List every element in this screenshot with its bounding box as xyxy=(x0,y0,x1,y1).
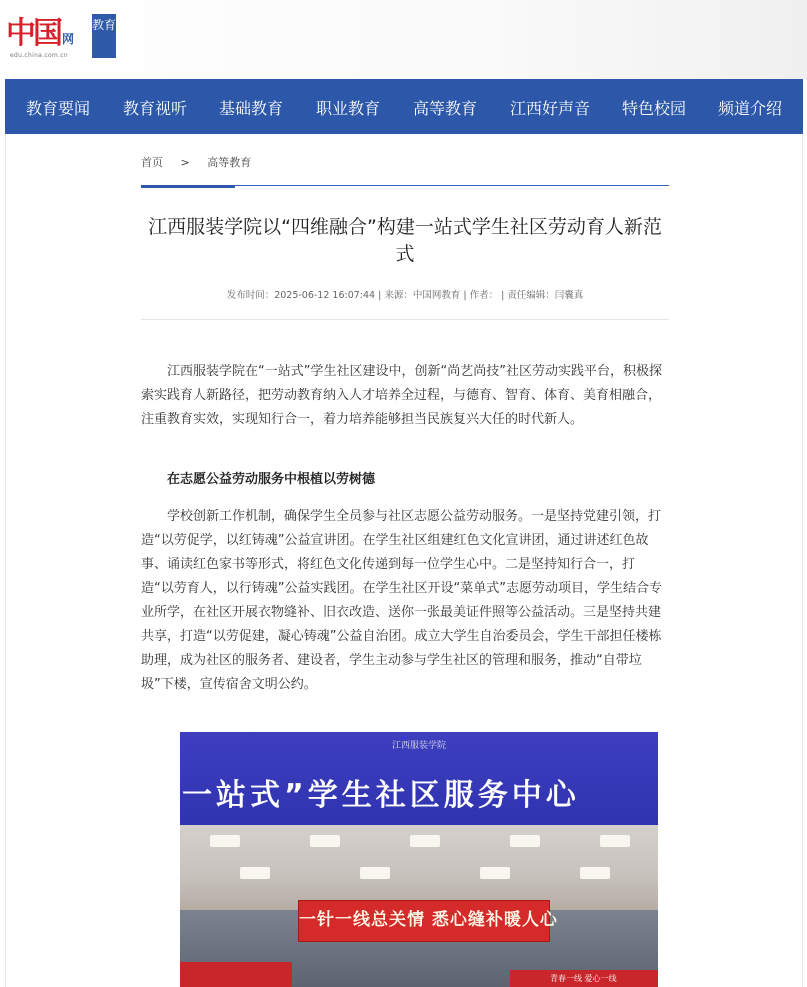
ceiling-light xyxy=(480,867,510,879)
breadcrumb-separator: > xyxy=(180,156,190,169)
breadcrumb-divider-accent xyxy=(141,185,235,188)
article-paragraph-1: 江西服装学院在“一站式”学生社区建设中，创新“尚艺尚技”社区劳动实践平台，积极探索实践育人新路径，把劳动教育纳入人才培养全过程，与德育、智育、体育、美育相融合，注重教育实效，实现知行合一，着力培养能够担当民族复兴大任的时代新人。 xyxy=(141,364,662,427)
main-nav xyxy=(5,79,803,134)
photo-right-board xyxy=(510,970,658,987)
photo-ceiling xyxy=(180,825,658,910)
nav-item-jiangxi-voice[interactable]: 江西好声音 xyxy=(510,99,591,118)
breadcrumb-current[interactable]: 高等教育 xyxy=(207,156,252,169)
meta-divider xyxy=(141,319,669,320)
photo-sign-board xyxy=(180,732,658,825)
nav-item-news[interactable]: 教育要闻 xyxy=(26,99,91,118)
article-paragraph-2: 学校创新工作机制，确保学生全员参与社区志愿公益劳动服务。一是坚持党建引领，打造“以劳促学，以红铸魂”公益宣讲团。在学生社区组建红色文化宣讲团，通过讲述红色故事、诵读红色家书等形式，将红色文化传递到每一位学生心中。二是坚持知行合一，打造“以劳育人，以行铸魂”公益实践团。在学生社区开设“菜单式”志愿劳动项目，学生结合专业所学，在社区开展衣物缝补、旧衣改造、送你一张最美证件照等公益活动。三是坚持共建共享，打造“以劳促建，凝心铸魂”公益自治团。成立大学生自治委员会，学生干部担任楼栋助理，成为社区的服务者、建设者，学生主动参与学生社区的管理和服务，推动“自带垃圾”下楼，宣传宿舍文明公约。 xyxy=(141,509,662,692)
logo-mark: 中国 xyxy=(6,16,60,51)
article-photo xyxy=(180,732,658,987)
ceiling-light xyxy=(580,867,610,879)
ceiling-light xyxy=(600,835,630,847)
ceiling-light xyxy=(240,867,270,879)
nav-item-vocational-education[interactable]: 职业教育 xyxy=(316,99,381,118)
nav-item-campus[interactable]: 特色校园 xyxy=(622,99,687,118)
ceiling-light xyxy=(410,835,440,847)
breadcrumb-home[interactable]: 首页 xyxy=(141,156,163,169)
article-meta: 发布时间：2025-06-12 16:07:44 | 来源：中国网教育 | 作者： | 责任编辑：闫囊真 xyxy=(226,290,584,301)
ceiling-light xyxy=(210,835,240,847)
banner-text: 一针一线总关情 悉心缝补暖人心 xyxy=(299,910,558,930)
article-title: 江西服装学院以“四维融合”构建一站式学生社区劳动育人新范式 xyxy=(148,216,662,265)
ceiling-light xyxy=(360,867,390,879)
logo-subtitle: edu.china.com.cn xyxy=(10,52,68,59)
channel-badge[interactable]: 教育 xyxy=(92,14,116,58)
article-subheading: 在志愿公益劳动服务中根植以劳树德 xyxy=(167,472,376,487)
photo-red-banner xyxy=(298,900,558,942)
logo-net: 网 xyxy=(62,32,75,46)
photo-sign-school: 江西服装学院 xyxy=(391,741,446,751)
site-logo[interactable] xyxy=(6,14,117,62)
nav-item-video[interactable]: 教育视听 xyxy=(123,99,188,118)
nav-item-about[interactable]: 频道介绍 xyxy=(718,99,783,118)
nav-item-basic-education[interactable]: 基础教育 xyxy=(219,99,284,118)
right-board-text: 青春一线 爱心一线 xyxy=(550,974,617,983)
ceiling-light xyxy=(310,835,340,847)
ceiling-light xyxy=(510,835,540,847)
nav-item-higher-education[interactable]: 高等教育 xyxy=(413,99,478,118)
photo-left-board xyxy=(180,962,292,987)
top-header xyxy=(0,0,807,79)
breadcrumb xyxy=(141,154,265,170)
photo-sign-text: 一站式”学生社区服务中心 xyxy=(182,778,580,813)
